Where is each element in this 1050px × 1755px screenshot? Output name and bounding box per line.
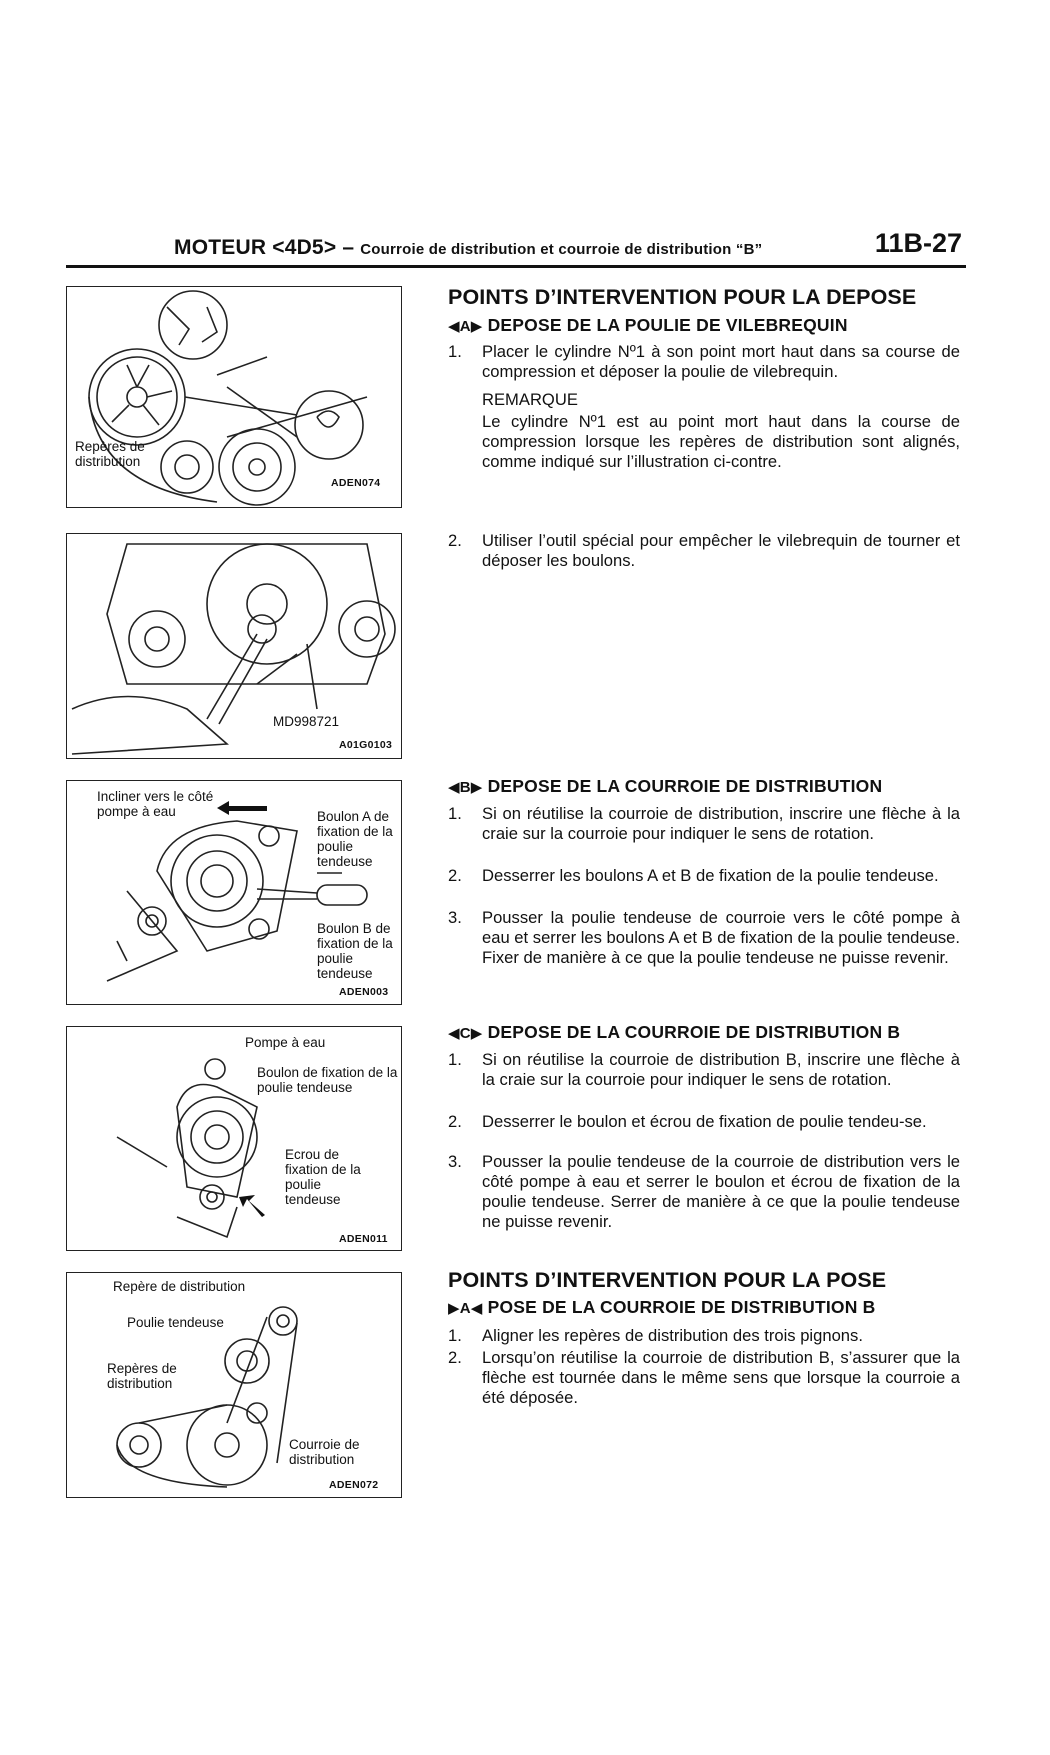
install-section-a-marker: ▶A◀ xyxy=(448,1300,483,1317)
figure-tensioner-bolts xyxy=(66,780,402,1005)
step-text: Aligner les repères de distribution des trois pignons. xyxy=(482,1326,863,1345)
fig5-label-timing-marks: Repères de distribution xyxy=(107,1361,177,1391)
step-number: 3. xyxy=(448,1152,462,1171)
fig5-code: ADEN072 xyxy=(329,1479,379,1491)
tensioner-b-illustration xyxy=(67,1027,403,1252)
page-header xyxy=(66,228,966,264)
section-a-heading xyxy=(448,315,848,336)
step-number: 2. xyxy=(448,531,462,550)
section-a-marker: ◀A▶ xyxy=(448,318,483,335)
figure-timing-belt-b xyxy=(66,1272,402,1498)
fig1-label-timing-marks: Repères de distribution xyxy=(75,439,145,469)
section-b-marker: ◀B▶ xyxy=(448,779,483,796)
step-text: Placer le cylindre Nº1 à son point mort haut dans sa course de compression et déposer la poulie de vilebrequin. xyxy=(482,342,960,381)
figure-tensioner-b xyxy=(66,1026,402,1251)
header-title: MOTEUR <4D5> xyxy=(174,236,337,259)
step-text: Lorsqu’on réutilise la courroie de distribution B, s’assurer que la flèche est tournée dans le même sens que lorsque la courroie a été déposée. xyxy=(482,1348,960,1407)
fig1-code: ADEN074 xyxy=(331,477,381,489)
step-number: 1. xyxy=(448,342,462,361)
fig4-label-water-pump: Pompe à eau xyxy=(245,1035,326,1050)
removal-heading: POINTS D’INTERVENTION POUR LA DEPOSE xyxy=(448,285,917,309)
step-text: Utiliser l’outil spécial pour empêcher le vilebrequin de tourner et déposer les boulons. xyxy=(482,531,960,570)
installation-heading: POINTS D’INTERVENTION POUR LA POSE xyxy=(448,1268,887,1292)
step-number: 1. xyxy=(448,1326,462,1345)
step-number: 1. xyxy=(448,1050,462,1069)
install-section-a-title: POSE DE LA COURROIE DE DISTRIBUTION B xyxy=(487,1297,876,1317)
figure-special-tool xyxy=(66,533,402,759)
crankshaft-timing-illustration xyxy=(67,287,403,509)
fig4-label-tensioner-nut: Ecrou de fixation de la poulie tendeuse xyxy=(285,1147,361,1207)
header-divider xyxy=(66,265,966,268)
page-title xyxy=(174,236,762,260)
step-number: 1. xyxy=(448,804,462,823)
fig3-label-bolt-b: Boulon B de fixation de la poulie tendeuse xyxy=(317,921,393,981)
section-a-note-title: REMARQUE xyxy=(482,390,578,409)
step-number: 2. xyxy=(448,1112,462,1131)
step-text: Si on réutilise la courroie de distribution B, inscrire une flèche à la craie sur la courroie pour indiquer le sens de rotation. xyxy=(482,1050,960,1089)
step-text: Desserrer les boulons A et B de fixation de la poulie tendeuse. xyxy=(482,866,939,885)
section-a-note-text: Le cylindre Nº1 est au point mort haut dans la course de compression lorsque les repères de distribution sont alignés, comme indiqué sur l’illustration ci-contre. xyxy=(482,412,960,471)
step-text: Si on réutilise la courroie de distribution, inscrire une flèche à la craie sur la courroie pour indiquer le sens de rotation. xyxy=(482,804,960,843)
fig3-code: ADEN003 xyxy=(339,986,389,998)
fig3-label-tilt: Incliner vers le côté pompe à eau xyxy=(97,789,214,819)
page-number: 11B-27 xyxy=(874,228,962,258)
step-text: Pousser la poulie tendeuse de courroie vers le côté pompe à eau et serrer les boulons A et B de fixation de la poulie tendeuse. Fixer de manière à ce que la poulie tendeuse ne puisse revenir. xyxy=(482,908,960,967)
section-c-heading xyxy=(448,1022,900,1043)
fig2-code: A01G0103 xyxy=(339,739,393,751)
fig5-label-tensioner: Poulie tendeuse xyxy=(127,1315,224,1330)
step-number: 3. xyxy=(448,908,462,927)
header-subtitle: Courroie de distribution et courroie de distribution “B” xyxy=(360,241,763,258)
section-c-title: DEPOSE DE LA COURROIE DE DISTRIBUTION B xyxy=(487,1022,901,1042)
section-c-marker: ◀C▶ xyxy=(448,1025,483,1042)
step-number: 2. xyxy=(448,1348,462,1367)
fig5-label-belt: Courroie de distribution xyxy=(289,1437,360,1467)
fig2-label-tool: MD998721 xyxy=(273,714,340,729)
install-section-a-heading xyxy=(448,1297,875,1318)
fig5-label-timing-mark: Repère de distribution xyxy=(113,1279,246,1294)
fig4-code: ADEN011 xyxy=(339,1233,388,1245)
fig4-label-tensioner-bolt: Boulon de fixation de la poulie tendeuse xyxy=(257,1065,398,1095)
fig3-label-bolt-a: Boulon A de fixation de la poulie tendeuse xyxy=(317,809,393,869)
step-number: 2. xyxy=(448,866,462,885)
section-b-heading xyxy=(448,776,882,797)
special-tool-illustration xyxy=(67,534,403,760)
step-text: Pousser la poulie tendeuse de la courroie de distribution vers le côté pompe à eau et serrer le boulon et écrou de fixation de la poulie tendeuse. Serrer de manière à ce que la poulie tendeuse ne puisse revenir. xyxy=(482,1152,960,1231)
step-text: Desserrer le boulon et écrou de fixation de poulie tendeu-se. xyxy=(482,1112,927,1131)
section-b-title: DEPOSE DE LA COURROIE DE DISTRIBUTION xyxy=(487,776,883,796)
header-dash: – xyxy=(342,236,355,259)
figure-crankshaft-pulley xyxy=(66,286,402,508)
section-a-title: DEPOSE DE LA POULIE DE VILEBREQUIN xyxy=(487,315,848,335)
